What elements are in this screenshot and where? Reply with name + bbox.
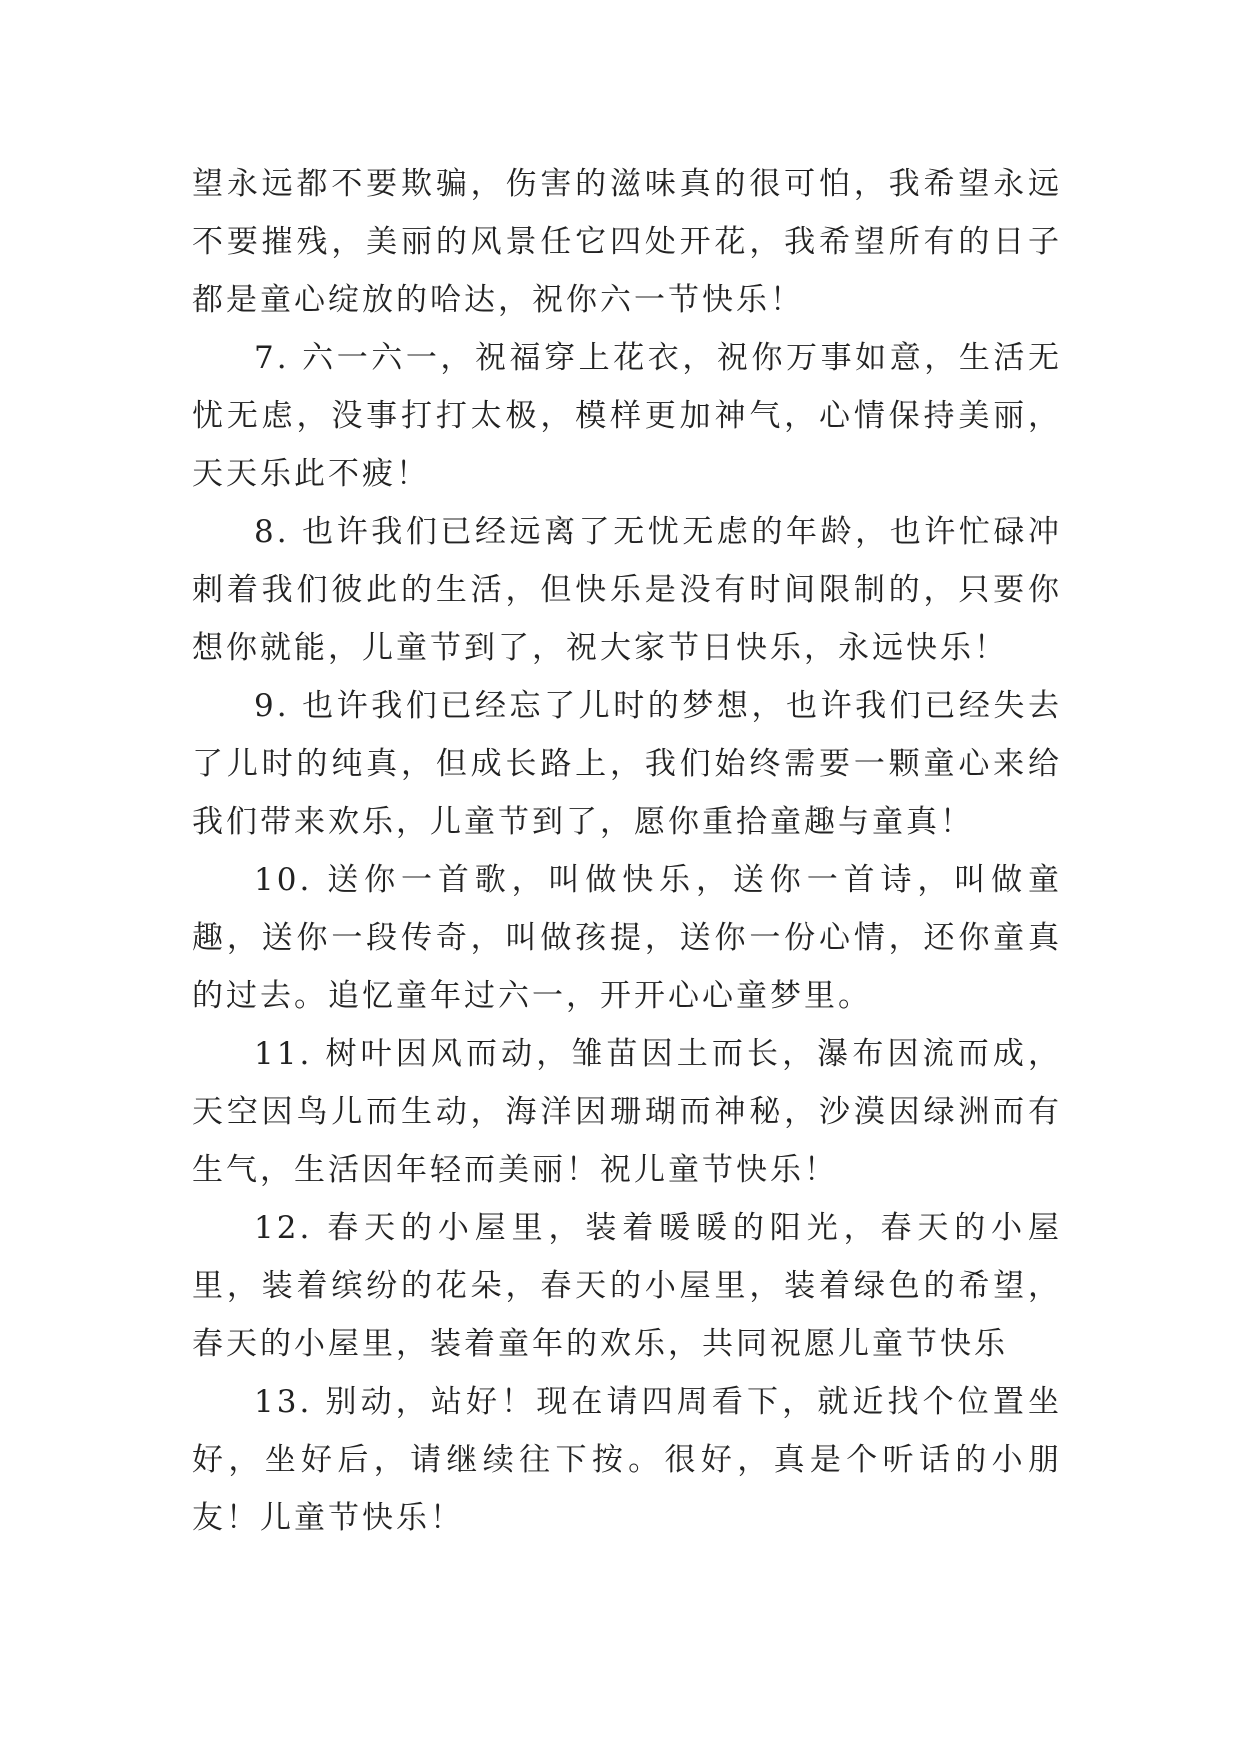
document-body — [192, 155, 1062, 1547]
paragraph-text: 送你一首歌，叫做快乐，送你一首诗，叫做童趣，送你一段传奇，叫做孩提，送你一份心情，还你童真的过去。追忆童年过六一，开开心心童梦里。 — [192, 862, 1062, 1014]
paragraph-text: 六一六一，祝福穿上花衣，祝你万事如意，生活无忧无虑，没事打打太极，模样更加神气，心情保持美丽，天天乐此不疲！ — [192, 340, 1062, 492]
paragraph-item-9 — [192, 677, 1062, 851]
paragraph-item-10 — [192, 851, 1062, 1025]
paragraph-item-8 — [192, 503, 1062, 677]
item-number: 12. — [254, 1210, 313, 1246]
paragraph-text: 望永远都不要欺骗，伤害的滋味真的很可怕，我希望永远不要摧残，美丽的风景任它四处开花，我希望所有的日子都是童心绽放的哈达，祝你六一节快乐！ — [192, 166, 1062, 318]
paragraph-text: 也许我们已经忘了儿时的梦想，也许我们已经失去了儿时的纯真，但成长路上，我们始终需要一颗童心来给我们带来欢乐，儿童节到了，愿你重拾童趣与童真！ — [192, 688, 1062, 840]
item-number: 9. — [254, 688, 290, 724]
item-number: 13. — [254, 1384, 313, 1420]
paragraph-item-12 — [192, 1199, 1062, 1373]
item-number: 7. — [254, 340, 290, 376]
paragraph-item-13 — [192, 1373, 1062, 1547]
paragraph-text: 也许我们已经远离了无忧无虑的年龄，也许忙碌冲刺着我们彼此的生活，但快乐是没有时间限制的，只要你想你就能，儿童节到了，祝大家节日快乐，永远快乐！ — [192, 514, 1062, 666]
item-number: 11. — [254, 1036, 313, 1072]
paragraph-continuation — [192, 155, 1062, 329]
paragraph-item-7 — [192, 329, 1062, 503]
paragraph-text: 别动，站好！现在请四周看下，就近找个位置坐好，坐好后，请继续往下按。很好，真是个听话的小朋友！儿童节快乐！ — [192, 1384, 1062, 1536]
item-number: 10. — [254, 862, 313, 898]
paragraph-text: 树叶因风而动，雏苗因土而长，瀑布因流而成，天空因鸟儿而生动，海洋因珊瑚而神秘，沙漠因绿洲而有生气，生活因年轻而美丽！祝儿童节快乐！ — [192, 1036, 1062, 1188]
paragraph-item-11 — [192, 1025, 1062, 1199]
paragraph-text: 春天的小屋里，装着暖暖的阳光，春天的小屋里，装着缤纷的花朵，春天的小屋里，装着绿色的希望，春天的小屋里，装着童年的欢乐，共同祝愿儿童节快乐 — [192, 1210, 1062, 1362]
item-number: 8. — [254, 514, 290, 550]
